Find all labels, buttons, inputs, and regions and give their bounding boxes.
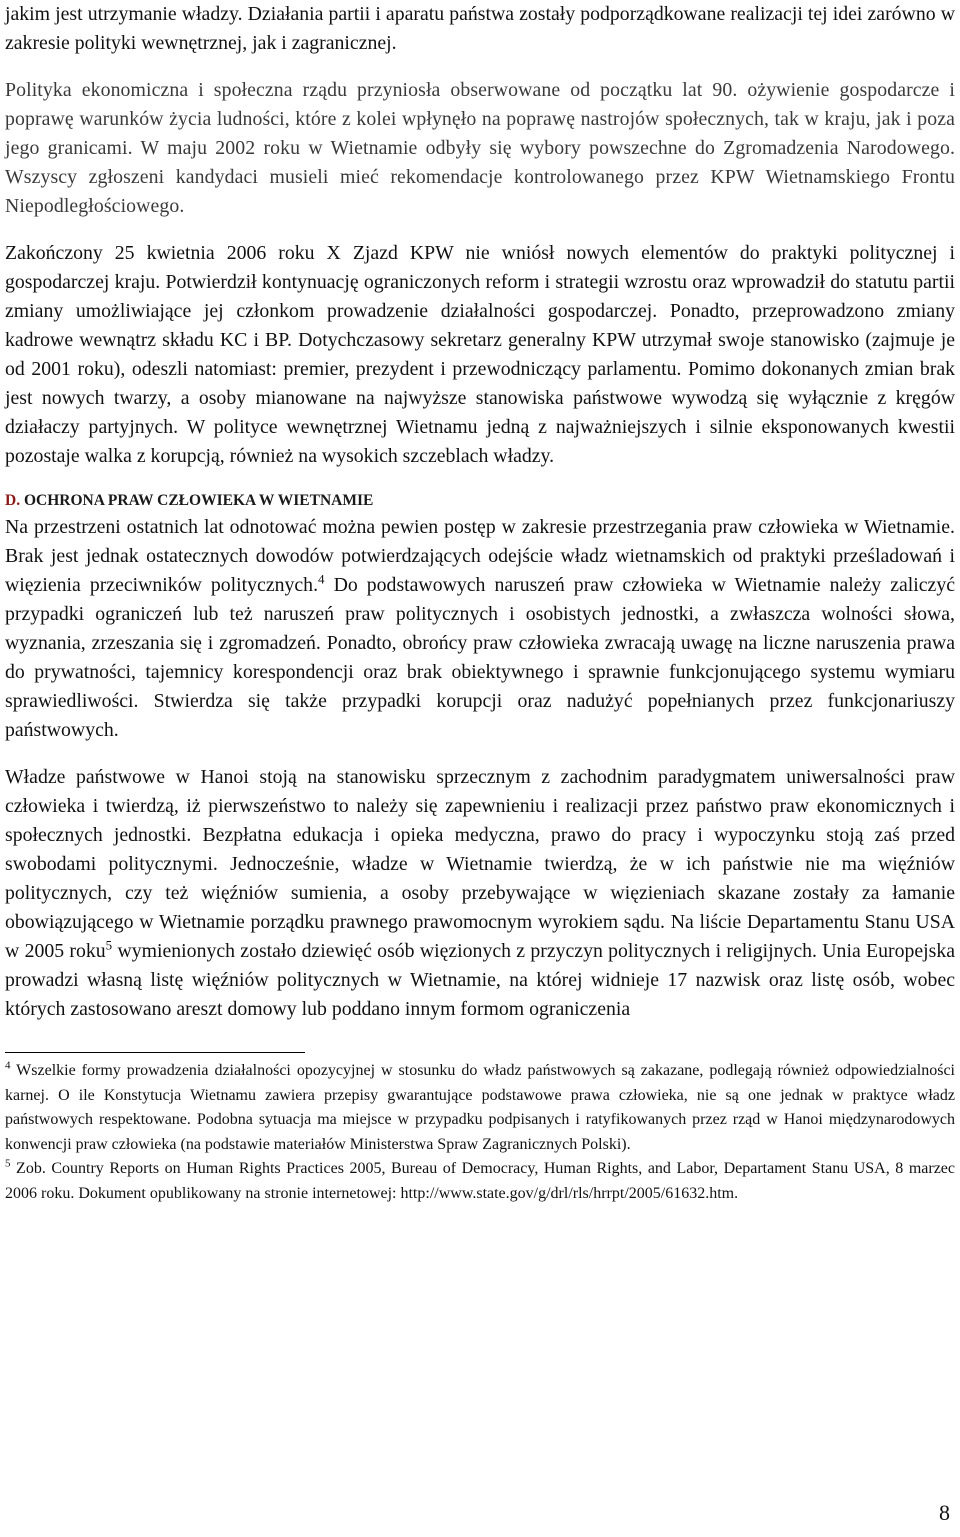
footnote-5 [5,1157,955,1206]
text-run: Do podstawowych naruszeń praw człowieka w Wietnamie należy zaliczyć przypadki ograniczeń lub też naruszeń praw politycznych i osobistych jednostki, a zwłaszcza wolności słowa, wyznania, zrzeszania się i zgromadzeń. Ponadto, obrońcy praw człowieka zwracają uwagę na liczne naruszenia prawa do prywatności, tajemnicy korespondencji oraz brak obiektywnego i sprawnie funkcjonującego systemu wymiaru sprawiedliwości. Stwierdza się także przypadki korupcji oraz nadużyć popełnianych przez funkcjonariuszy państwowych. [5,574,956,741]
footnote-ref-4[interactable]: 4 [318,571,325,587]
footnote-separator [5,1052,305,1053]
text-run: Na przestrzeni ostatnich lat odnotować można pewien postęp w zakresie przestrzegania praw człowieka w Wietnamie. Brak jest jednak ostatecznych dowodów potwierdzających odejście władz wietnamskich od praktyki prześladowań i więzienia przeciwników politycznych. [5,516,955,596]
section-title: OCHRONA PRAW CZŁOWIEKA W WIETNAMIE [23,492,374,509]
document-page [5,0,955,1206]
section-heading [5,489,955,513]
paragraph-tenth-congress: Zakończony 25 kwietnia 2006 roku X Zjazd KPW nie wniósł nowych elementów do praktyki politycznej i gospodarczej kraju. Potwierdził kontynuację ograniczonych reform i strategii wzrostu oraz wprowadził do statutu partii zmiany umożliwiające jej członkom prowadzenie działalności gospodarczej. Ponadto, przeprowadzono zmiany kadrowe wewnątrz składu KC i BP. Dotychczasowy sekretarz generalny KPW utrzymał swoje stanowisko (zajmuje je od 2001 roku), odeszli natomiast: premier, prezydent i przewodniczący parlamentu. Pomimo dokonanych zmian brak jest nowych twarzy, a osoby mianowane na najwyższe stanowiska państwowe wywodzą się wyłącznie z kręgów działaczy partyjnych. W polityce wewnętrznej Wietnamu jedną z najważniejszych i silnie eksponowanych kwestii pozostaje walka z korupcją, również na wysokich szczeblach władzy. [5,242,955,467]
page-number: 8 [939,1500,950,1525]
section-letter: D. [5,492,21,509]
paragraph-human-rights-progress [5,513,955,745]
footnote-mark: 4 [5,1059,11,1072]
paragraph-continuation: jakim jest utrzymanie władzy. Działania partii i aparatu państwa zostały podporządkowane realizacji tej idei zarówno w zakresie polityki wewnętrznej, jak i zagranicznej. [5,3,955,54]
footnote-text: Wszelkie formy prowadzenia działalności opozycyjnej w stosunku do władz państwowych są zakazane, podlegają również odpowiedzialności karnej. O ile Konstytucja Wietnamu zawiera przepisy gwarantujące podstawowe prawa człowieka, nie są one jednak w praktyce władz państwowych respektowane. Podobna sytuacja ma miejsce w przypadku podpisanych i ratyfikowanych przez rząd w Hanoi międzynarodowych konwencji praw człowieka (na podstawie materiałów Ministerstwa Spraw Zagranicznych Polski). [5,1062,955,1153]
footnote-ref-5[interactable]: 5 [105,937,113,953]
text-run: wymienionych zostało dziewięć osób więzionych z przyczyn politycznych i religijnych. Unia Europejska prowadzi własną listę więźniów politycznych w Wietnamie, na której widnieje 17 nazwisk oraz listę osób, wobec których zastosowano areszt domowy lub poddano innym formom ograniczenia [5,940,955,1020]
footnote-4 [5,1059,955,1157]
paragraph-economic-policy: Polityka ekonomiczna i społeczna rządu przyniosła obserwowane od początku lat 90. ożywienie gospodarcze i poprawę warunków życia ludności, które z kolei wpłynęło na poprawę nastrojów społecznych, tak w kraju, jak i poza jego granicami. W maju 2002 roku w Wietnamie odbyły się wybory powszechne do Zgromadzenia Narodowego. Wszyscy zgłoszeni kandydaci musieli mieć rekomendacje kontrolowanego przez KPW Wietnamskiego Frontu Niepodległościowego. [5,79,955,217]
footnote-mark: 5 [5,1157,11,1170]
text-run: Władze państwowe w Hanoi stoją na stanowisku sprzecznym z zachodnim paradygmatem uniwersalności praw człowieka i twierdzą, iż pierwszeństwo to należy się zapewnieniu i realizacji przez państwo praw ekonomicznych i społecznych jednostki. Bezpłatna edukacja i opieka medyczna, prawo do pracy i wypoczynku stoją zaś przed swobodami politycznymi. Jednocześnie, władze w Wietnamie twierdzą, że w ich państwie nie ma więźniów politycznych, czy też więźniów sumienia, a osoby przebywające w więzieniach skazane zostały za łamanie obowiązującego w Wietnamie porządku prawnego prawomocnym wyrokiem sądu. Na liście Departamentu Stanu USA w 2005 roku [5,766,955,962]
footnote-text: Zob. Country Reports on Human Rights Practices 2005, Bureau of Democracy, Human Rights, and Labor, Departament Stanu USA, 8 marzec 2006 roku. Dokument opublikowany na stronie internetowej: http://www.state.gov/g/drl/rls/hrrpt/2005/61632.htm. [5,1160,955,1202]
paragraph-hanoi-position [5,763,955,1024]
